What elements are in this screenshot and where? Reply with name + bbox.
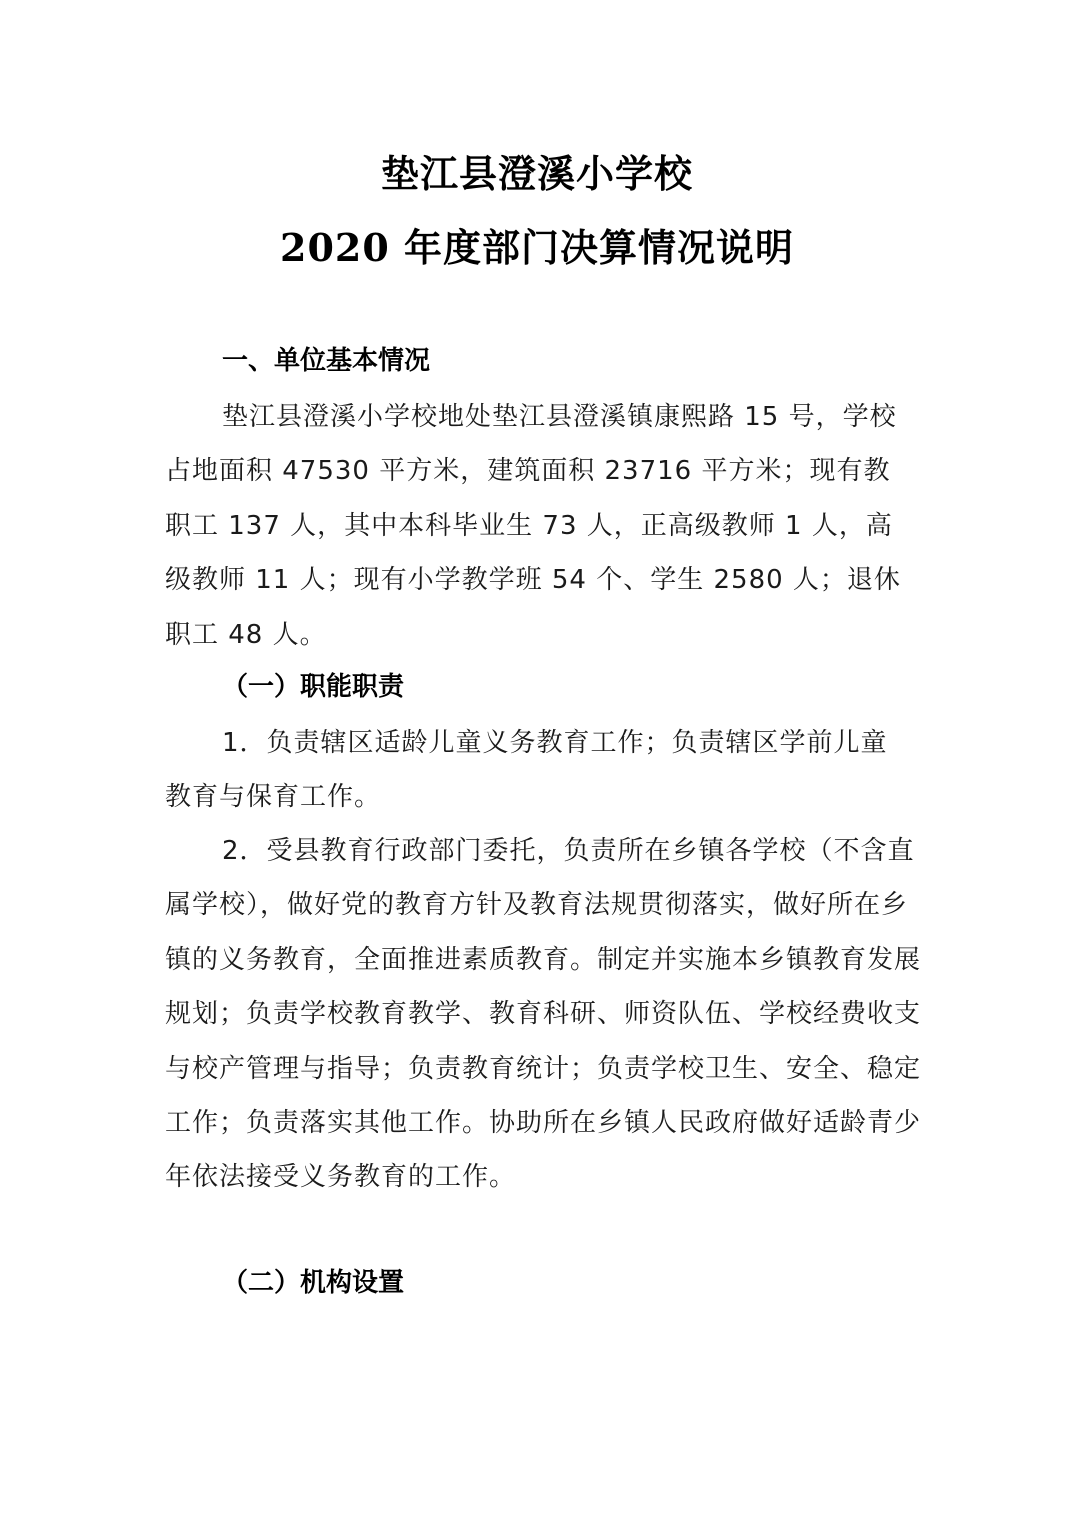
subsection-heading-duties: （一）职能职责 [222,672,405,702]
document-title-line1: 垫江县澄溪小学校 [380,151,693,196]
duty-item-1: 1．负责辖区适龄儿童义务教育工作；负责辖区学前儿童教育与保育工作。 [165,728,888,813]
basic-info-paragraph: 垫江县澄溪小学校地处垫江县澄溪镇康熙路 15 号，学校占地面积 47530 平方米，建筑面积 23716 平方米；现有教职工 137 人，其中本科毕业生 73 人，正高级教师 1 人，高级教师 11 人；现有小学教学班 54 个、学生 2580 人；退休职工 48 人。 [165,402,901,650]
document-title-line2: 2020 年度部门决算情况说明 [280,225,794,270]
subsection-heading-organization: （二）机构设置 [222,1268,405,1298]
duty-item-2: 2．受县教育行政部门委托，负责所在乡镇各学校（不含直属学校），做好党的教育方针及教育法规贯彻落实，做好所在乡镇的义务教育，全面推进素质教育。制定并实施本乡镇教育发展规划；负责学校教育教学、教育科研、师资队伍、学校经费收支与校产管理与指导；负责教育统计；负责学校卫生、安全、稳定工作；负责落实其他工作。协助所在乡镇人民政府做好适龄青少年依法接受义务教育的工作。 [165,836,922,1193]
section-heading-basic-info: 一、单位基本情况 [222,346,431,376]
